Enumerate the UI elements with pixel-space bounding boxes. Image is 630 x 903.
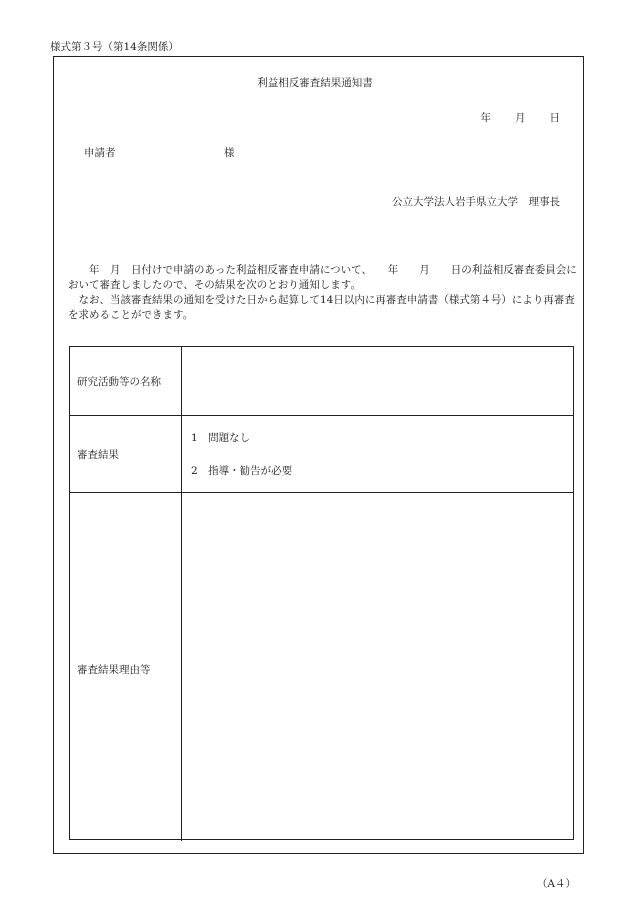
date-year: 年 xyxy=(480,112,491,124)
applicant-label: 申請者 xyxy=(84,147,116,159)
appeal-paragraph: なお、当該審査結果の通知を受けた日から起算して14日以内に再審査申請書（様式第４号）により再審査を求めることができます。 xyxy=(68,294,575,321)
activity-name-label: 研究活動等の名称 xyxy=(77,376,161,388)
document-title: 利益相反審査結果通知書 xyxy=(257,77,373,89)
review-reason-row xyxy=(70,493,573,841)
review-result-row xyxy=(70,416,573,493)
date-month: 月 xyxy=(515,112,526,124)
issuer-name: 公立大学法人岩手県立大学 理事長 xyxy=(392,196,560,208)
review-reason-label-cell xyxy=(70,493,182,841)
paper-size-label: （A４） xyxy=(536,878,576,890)
review-result-label: 審査結果 xyxy=(77,449,119,461)
review-result-label-cell xyxy=(70,416,182,492)
activity-name-row xyxy=(70,347,573,416)
review-result-table xyxy=(69,346,574,840)
notice-paragraph: 年 月 日付けで申請のあった利益相反審査申請について、 年 月 日の利益相反審査委員会において審査しましたので、その結果を次のとおり通知します。 xyxy=(68,264,577,291)
result-option-no-issue: 1 問題なし xyxy=(191,432,251,444)
applicant-honorific: 様 xyxy=(224,147,235,159)
activity-name-label-cell xyxy=(70,347,182,415)
issue-date xyxy=(481,111,561,125)
date-day: 日 xyxy=(549,112,560,124)
result-option-guidance-required: 2 指導・勧告が必要 xyxy=(191,465,293,477)
review-reason-label: 審査結果理由等 xyxy=(77,664,151,676)
form-number-label: 様式第３号（第14条関係） xyxy=(50,41,179,53)
